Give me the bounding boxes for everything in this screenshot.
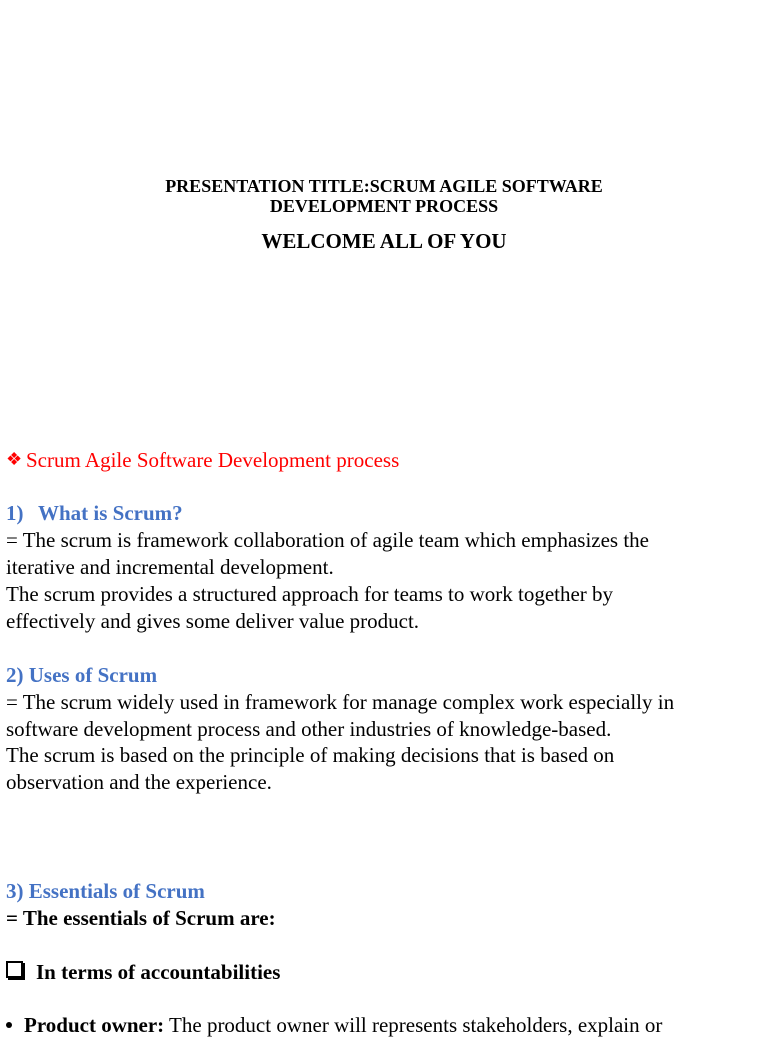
section-heading-what-is-scrum (6, 500, 183, 527)
section-heading-essentials-of-scrum: 3) Essentials of Scrum (6, 879, 205, 903)
welcome-heading: WELCOME ALL OF YOU (261, 229, 507, 253)
paragraph-line: = The scrum widely used in framework for manage complex work especially in (6, 690, 675, 714)
section-heading-uses-of-scrum: 2) Uses of Scrum (6, 663, 158, 687)
paragraph-line: = The scrum is framework collaboration of agile team which emphasizes the (6, 528, 649, 552)
product-owner-line (6, 1012, 662, 1039)
product-owner-term: Product owner: (24, 1013, 165, 1037)
intro-line (6, 446, 399, 474)
presentation-title (0, 176, 768, 216)
paragraph-line: iterative and incremental development. (6, 555, 334, 579)
checkbox-item-text: In terms of accountabilities (36, 960, 281, 984)
paragraph-line: observation and the experience. (6, 770, 272, 794)
title-line-2: DEVELOPMENT PROCESS (269, 196, 499, 216)
paragraph-line: software development process and other industries of knowledge-based. (6, 717, 612, 741)
round-bullet-icon (6, 1022, 12, 1028)
product-owner-text: The product owner will represents stakeholders, explain or (164, 1013, 663, 1037)
diamond-bullet-icon: ❖ (6, 449, 23, 469)
section-number: 1) (6, 501, 24, 525)
paragraph-line: effectively and gives some deliver value product. (6, 609, 420, 633)
checkbox-item (6, 959, 280, 986)
paragraph-line: The scrum is based on the principle of making decisions that is based on (6, 743, 615, 767)
paragraph-line: The scrum provides a structured approach for teams to work together by (6, 582, 614, 606)
checkbox-bullet-icon (6, 961, 23, 978)
section-heading-text: What is Scrum? (38, 501, 183, 525)
essentials-intro: = The essentials of Scrum are: (6, 906, 276, 930)
title-line-1: PRESENTATION TITLE:SCRUM AGILE SOFTWARE (165, 176, 603, 196)
intro-text: Scrum Agile Software Development process (26, 448, 400, 472)
